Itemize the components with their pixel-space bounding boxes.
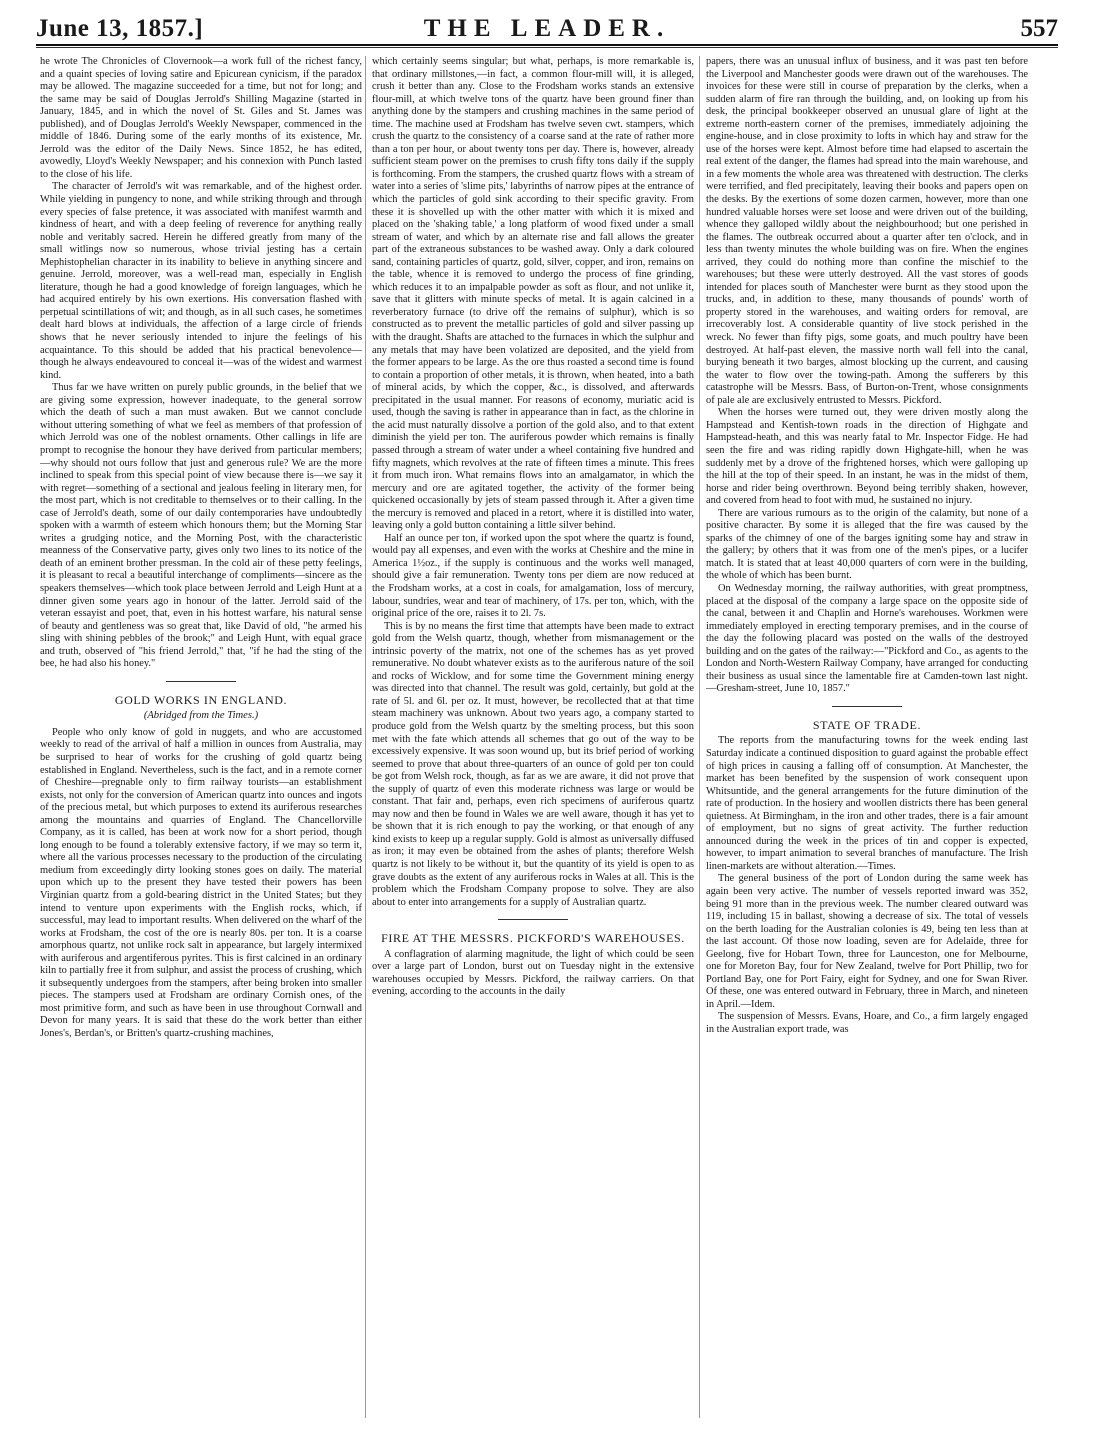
issue-date: June 13, 1857.] bbox=[36, 15, 204, 42]
paragraph: which certainly seems singular; but what, perhaps, is more remarkable is, that ordinary millstones,—in fact, a common flour-mill will, it is alleged, crush it better than any. Close to the Frodsham works stands an extensive flour-mill, at which twelve tons of the quartz have been ground finer than anything done by the stampers and crushing machines in the same period of time. The machine used at Frodsham has twelve seven cwt. stampers, which crush the quartz to the consistency of a coarse sand at the rate of rather more than a ton per hour, or about twenty tons per day. There is, however, already sufficient steam power on the premises to crush fifty tons daily if the supply is forthcoming. From the stampers, the crushed quartz flows with a stream of water into a series of 'slime pits,' labyrinths of narrow pipes at the entrance of which the particles of gold sink according to their specific gravity. From these it is shovelled up with the other matter with which it is mixed and placed on the 'shaking table,' a long platform of wood fixed under a small stream of water, and which by an alternate rise and fall allows the greater part of the extraneous substances to be washed away. Only a dark coloured sand, containing particles of quartz, gold, silver, copper, and iron, remains on the table, whence it is removed to undergo the process of fine grinding, which reduces it to an impalpable powder as soft as flour, and not unlike it, save that it glitters with minute specks of metal. It is again calcined in a reverberatory furnace (to drive off the remains of sulphur), which is so constructed as to prevent the metallic particles of gold and silver passing up with the draught. Shafts are attached to the furnaces in which the sulphur and any metals that may have been volatized are deposited, and the yield from the former appears to be large. As the ore thus roasted a second time is found to contain a proportion of other metals, it is thrown, when heated, into a bath of mineral acids, by which the copper, &c., is dissolved, and afterwards precipitated in the usual manner. For reasons of economy, muriatic acid is used, though the saving is rather in appearance than in fact, as the chlorine in the acid must naturally dissolve a portion of the gold also, and to that extent diminish the yield per ton. The auriferous powder which remains is finally passed through a stream of water under a wheel containing five hundred and fifty magnets, which revolves at the rate of fifteen times a minute. This frees it from much iron. What remains flows into an amalgamator, in which the mercury and ore are agitated together, the activity of the former being quickened occasionally by jets of steam passed through it. After a given time the mercury is removed and placed in a retort, where it is distilled into water, leaving only a gold button containing a little silver behind. bbox=[372, 56, 694, 532]
masthead bbox=[36, 8, 1058, 46]
article-subtitle: (Abridged from the Times.) bbox=[143, 710, 259, 722]
paragraph: Thus far we have written on purely public grounds, in the belief that we are giving some expression, however inadequate, to the general sorrow which the death of such a man must awaken. But we cannot conclude without uttering something of what we feel as members of that profession of which Jerrold was one of the noblest ornaments. Other callings in life are prompt to recognise the honour they have derived from particular members;—why should not ours follow that just and generous rule? We are the more inclined to speak from this special point of view because there is—we say it with regret—something of a sectional and jealous feeling in literary men, for the most part, which is not creditable to themselves or to their calling. In the case of Jerrold's death, some of our daily contemporaries have undoubtedly spoken with a warmth of esteem which honours them; but the Morning Star writes a grudging notice, and the Morning Post, with the characteristic meanness of the Conservative party, gives only two lines to its notice of the death of an eminent brother pressman. In the cold air of these petty feelings, it is pleasant to recal a beautiful interchange of compliments—sincere as the speakers themselves—which took place between Jerrold and Leigh Hunt at a dinner given some years ago in honour of the latter. Jerrold said of the veteran essayist and poet, that, even in his hottest warfare, his natural sense of beauty and gentleness was so great that, like David of old, "he armed his sling with shining pebbles of the brook;" and Leigh Hunt, with equal grace and truth, observed of "his friend Jerrold," that, "if he had the sting of the bee, he had also his honey." bbox=[40, 382, 362, 670]
paragraph: he wrote The Chronicles of Clovernook—a work full of the richest fancy, and a quaint species of loving satire and Epicurean cynicism, if the paradox may be allowed. The magazine succeeded for a time, but not for long; and the same may be said of Douglas Jerrold's Shilling Magazine (started in January, 1845, and in which the novel of St. Giles and St. James was published), and of Douglas Jerrold's Weekly Newspaper, commenced in the middle of 1846. During some of the early months of its existence, Mr. Jerrold was the editor of the Daily News. Since 1852, he has edited, avowedly, Lloyd's Weekly Newspaper; and his connexion with Punch lasted to the close of his life. bbox=[40, 56, 362, 180]
header-rule bbox=[36, 47, 1058, 48]
column-3 bbox=[706, 56, 1028, 1418]
article-title-fire: FIRE AT THE MESSRS. PICKFORD'S WAREHOUSES. bbox=[381, 931, 685, 946]
paragraph: A conflagration of alarming magnitude, the light of which could be seen over a large part of London, burst out on Tuesday night in the extensive warehouses occupied by Messrs. Pickford, the railway carriers. On that evening, according to the accounts in the daily bbox=[372, 948, 694, 998]
section-divider bbox=[498, 919, 568, 920]
section-divider bbox=[832, 706, 902, 707]
paragraph: People who only know of gold in nuggets, and who are accustomed weekly to read of the arrival of half a million in ounces from Australia, may be surprised to hear of works for the crushing of gold quartz being established in England. Nevertheless, such is the fact, and in a remote corner of Cheshire—pregnable only to firm railway tourists—an establishment exists, not only for the conversion of American quartz into ounces and ingots of the precious metal, but which purposes to extend its auriferous researches among the mountains and quarries of England. The Chancellorville Company, as it is called, has been at work now for a short period, though long enough to be found a tolerably extensive factory, if we may so term it, where all the various processes necessary to the production of the circulating medium from exceedingly dirty looking stones goes on daily. The material upon which up to the present they have tested their powers has been Virginian quartz from a gold-bearing district in the United States; but they intend to venture upon experiments with the English rocks, which, if successful, may lead to important results. When delivered on the wharf of the works at Frodsham, the cost of the ore is nearly 80s. per ton. It is a coarse amorphous quartz, not unlike rock salt in appearance, but largely intermixed with auriferous and argentiferous pyrites. This is first calcined in an ordinary kiln to partially free it from sulphur, and assist the process of crushing, which it subsequently undergoes from the stampers, after being broken into smaller pieces. The stampers used at Frodsham are ordinary Cornish ones, of the most primitive form, and such as have been in use throughout Cornwall and Devon for many years. It is said that these do the work better than either Jones's, Berdan's, or Britten's quartz-crushing machines, bbox=[40, 726, 362, 1040]
paragraph: The general business of the port of London during the same week has again been very active. The number of vessels reported inward was 352, being 91 more than in the previous week. The number cleared outward was 119, including 15 in ballast, showing a decrease of six. The total of vessels on the berth loading for the Australian colonies is 49, being ten less than at the last account. Of those now loading, seven are for Adelaide, three for Geelong, five for Hobart Town, three for Launceston, one for Melbourne, one for Moreton Bay, four for New Zealand, twelve for Port Phillip, two for Portland Bay, one for Port Fairy, eight for Sydney, and one for Swan River. Of these, one was entered outward in February, three in March, and nineteen in April.—Idem. bbox=[706, 873, 1028, 1010]
column-1 bbox=[40, 56, 362, 1418]
column-2 bbox=[372, 56, 694, 1418]
paragraph: papers, there was an unusual influx of business, and it was past ten before the Liverpool and Manchester goods were drawn out of the warehouses. The invoices for these were still in course of preparation by the clerks, when a sudden alarm of fire ran through the building, and, on looking up from his desk, the principal bookkeeper observed an unusual glare of light at the extreme north-eastern corner of the premises, immediately adjoining the engine-house, and in close proximity to lofts in which hay and straw for the use of the horses were kept. Almost before time had elapsed to ascertain the real extent of the danger, the flames had spread into the main warehouse, and in a few moments the whole area was threatened with destruction. The clerks were terrified, and fled precipitately, leaving their books and papers open on the desks. By the exertions of some dozen carmen, however, more than one hundred valuable horses were set loose and were driven out of the building, whence they galloped wildly about the neighbourhood; but one perished in the flames. The outbreak occurred about a quarter after ten o'clock, and in less than twenty minutes the whole building was on fire. When the engines arrived, they could do nothing more than confine the mischief to the warehouses; but these were utterly destroyed. All the vast stores of goods intended for places south of Manchester were burnt as they stood upon the trucks, and, in addition to these, many thousands of pounds' worth of property stored in the warehouses, and waiting orders for removal, are irrecoverably lost. A considerable quantity of live stock perished in the wreck. No fewer than fifty pigs, some goats, and much poultry have been destroyed. At half-past eleven, the massive north wall fell into the canal, burying beneath it two barges, almost blocking up the current, and causing the water to flow over the towing-path. Among the sufferers by this catastrophe will be Messrs. Bass, of Burton-on-Trent, whose consignments of pale ale are exclusively entrusted to Messrs. Pickford. bbox=[706, 56, 1028, 406]
paragraph: Half an ounce per ton, if worked upon the spot where the quartz is found, would pay all expenses, and even with the works at Cheshire and the mine in America 1½oz., if the supply is continuous and the works well managed, should give a fair remuneration. Twenty tons per diem are now reduced at the Frodsham works, at a cost in coals, for amalgamation, loss of mercury, labour, sundries, wear and tear of machinery, of 17s. per ton, which, with the original price of the ore, raises it to 2l. 7s. bbox=[372, 532, 694, 620]
paragraph: There are various rumours as to the origin of the calamity, but none of a positive character. By some it is alleged that the fire was caused by the sparks of the chimney of one of the barges igniting some hay and straw in the gallery; by others that it was from one of the men's pipes, or a lucifer match. It is stated that at least 40,000 quarters of corn were in the building, the whole of which has been burnt. bbox=[706, 507, 1028, 582]
paragraph: When the horses were turned out, they were driven mostly along the Hampstead and Kentish-town roads in the direction of Highgate and Hampstead-heath, and this was nearly fatal to Mr. Inspector Fidge. He had seen the fire and was riding rapidly down Highgate-hill, when he was suddenly met by a drove of the frightened horses, which were galloping up the hill at the top of their speed. In an instant, he was in the midst of them, horse and rider being overthrown. Beyond being terribly shaken, however, and covered from head to foot with mud, he sustained no injury. bbox=[706, 407, 1028, 507]
newspaper-title: THE LEADER. bbox=[423, 15, 671, 42]
paragraph: The reports from the manufacturing towns for the week ending last Saturday indicate a continued disposition to guard against the probable effect of high prices in causing a falling off of consumption. At Manchester, the market has been benefited by the suspension of work consequent upon Whitsuntide, and the general arrangements for the future diminution of the rate of production. In the hosiery and woollen districts there has been general quietness. At Birmingham, in the iron and other trades, there is a fair amount of employment, but no signs of great activity. The further reduction announced during the week in the prices of tin and copper is expected, however, to impart animation to several branches of manufacture. The Irish linen-markets are without alteration.—Times. bbox=[706, 735, 1028, 872]
article-title-state-of-trade: STATE OF TRADE. bbox=[812, 717, 922, 732]
article-title-gold-works: GOLD WORKS IN ENGLAND. bbox=[114, 692, 288, 707]
paragraph: The suspension of Messrs. Evans, Hoare, and Co., a firm largely engaged in the Australian export trade, was bbox=[706, 1011, 1028, 1036]
paragraph: This is by no means the first time that attempts have been made to extract gold from the Welsh quartz, though, whether from mismanagement or the intrinsic poverty of the matrix, not one of the schemes has as yet proved remunerative. No doubt whatever exists as to the auriferous nature of the soil and rocks of Wicklow, and for some time the Government mining energy was directed into that channel. The result was gold, certainly, but gold at the rate of 5l. and 6l. per oz. It must, however, be recollected that at that time steam machinery was unknown. About two years ago, a company started to produce gold from the Welsh quartz by the smelting process, but this soon met with the fate which attends all schemes that go out of the way to be excessively expensive. It was soon wound up, but its brief period of working seemed to prove that about three-quarters of an ounce of gold per ton could be got from Welsh rock, though, as far as we are aware, it did not prove that the supply of quartz of even this moderate richness was large or would be constant. That fair and, perhaps, even rich specimens of auriferous quartz may now and then be found in Wales we are well aware, though it has yet to be shown that it is rich enough to pay the working, or that enough of any kind exists to keep up a regular supply. Gold is almost as universally diffused as iron; it may even be obtained from the ashes of plants; therefore Welsh quartz is not likely to be without it, but the quantity of its yield is open to as grave doubts as the extent of any auriferous rocks in Wales at all. This is the problem which the Frodsham Company propose to solve. They are also about to enter into arrangements for a supply of Australian quartz. bbox=[372, 620, 694, 908]
page-number: 557 bbox=[1020, 15, 1058, 42]
column-divider bbox=[365, 56, 366, 1418]
paragraph: The character of Jerrold's wit was remarkable, and of the highest order. While yielding in pungency to none, and while striking through and through every species of false pretence, it was associated with manifest warmth and kindness of heart, and with a deep feeling of reverence for anything really noble and veritably sacred. Herein he differed greatly from many of the small witlings now so numerous, whose trivial jesting has a certain Mephistophelian character in its inability to believe in anything sincere and genuine. Jerrold, moreover, was a well-read man, especially in English literature, though he had a good knowledge of foreign languages, which he had acquired entirely by his own exertions. His conversation flashed with perpetual scintillations of wit; and though, as in all such cases, he sometimes dealt hard blows at individuals, the affection of a large circle of friends shows that he never seriously intended to injure the feelings of his acquaintance. To this should be added that his practical benevolence—though he always endeavoured to conceal it—was of the widest and warmest kind. bbox=[40, 181, 362, 381]
section-divider bbox=[166, 681, 236, 682]
paragraph: On Wednesday morning, the railway authorities, with great promptness, placed at the disposal of the company a large space on the opposite side of the canal, between it and Chaplin and Horne's warehouses. Workmen were immediately employed in erecting temporary premises, and in the course of the day the following placard was posted on the walls of the destroyed building and on the gates of the railway:—"Pickford and Co., as agents to the London and North-Western Railway Company, have arranged for conducting their business as usual since the lamentable fire at Camden-town last night.—Gresham-street, June 10, 1857." bbox=[706, 582, 1028, 695]
column-divider bbox=[699, 56, 700, 1418]
